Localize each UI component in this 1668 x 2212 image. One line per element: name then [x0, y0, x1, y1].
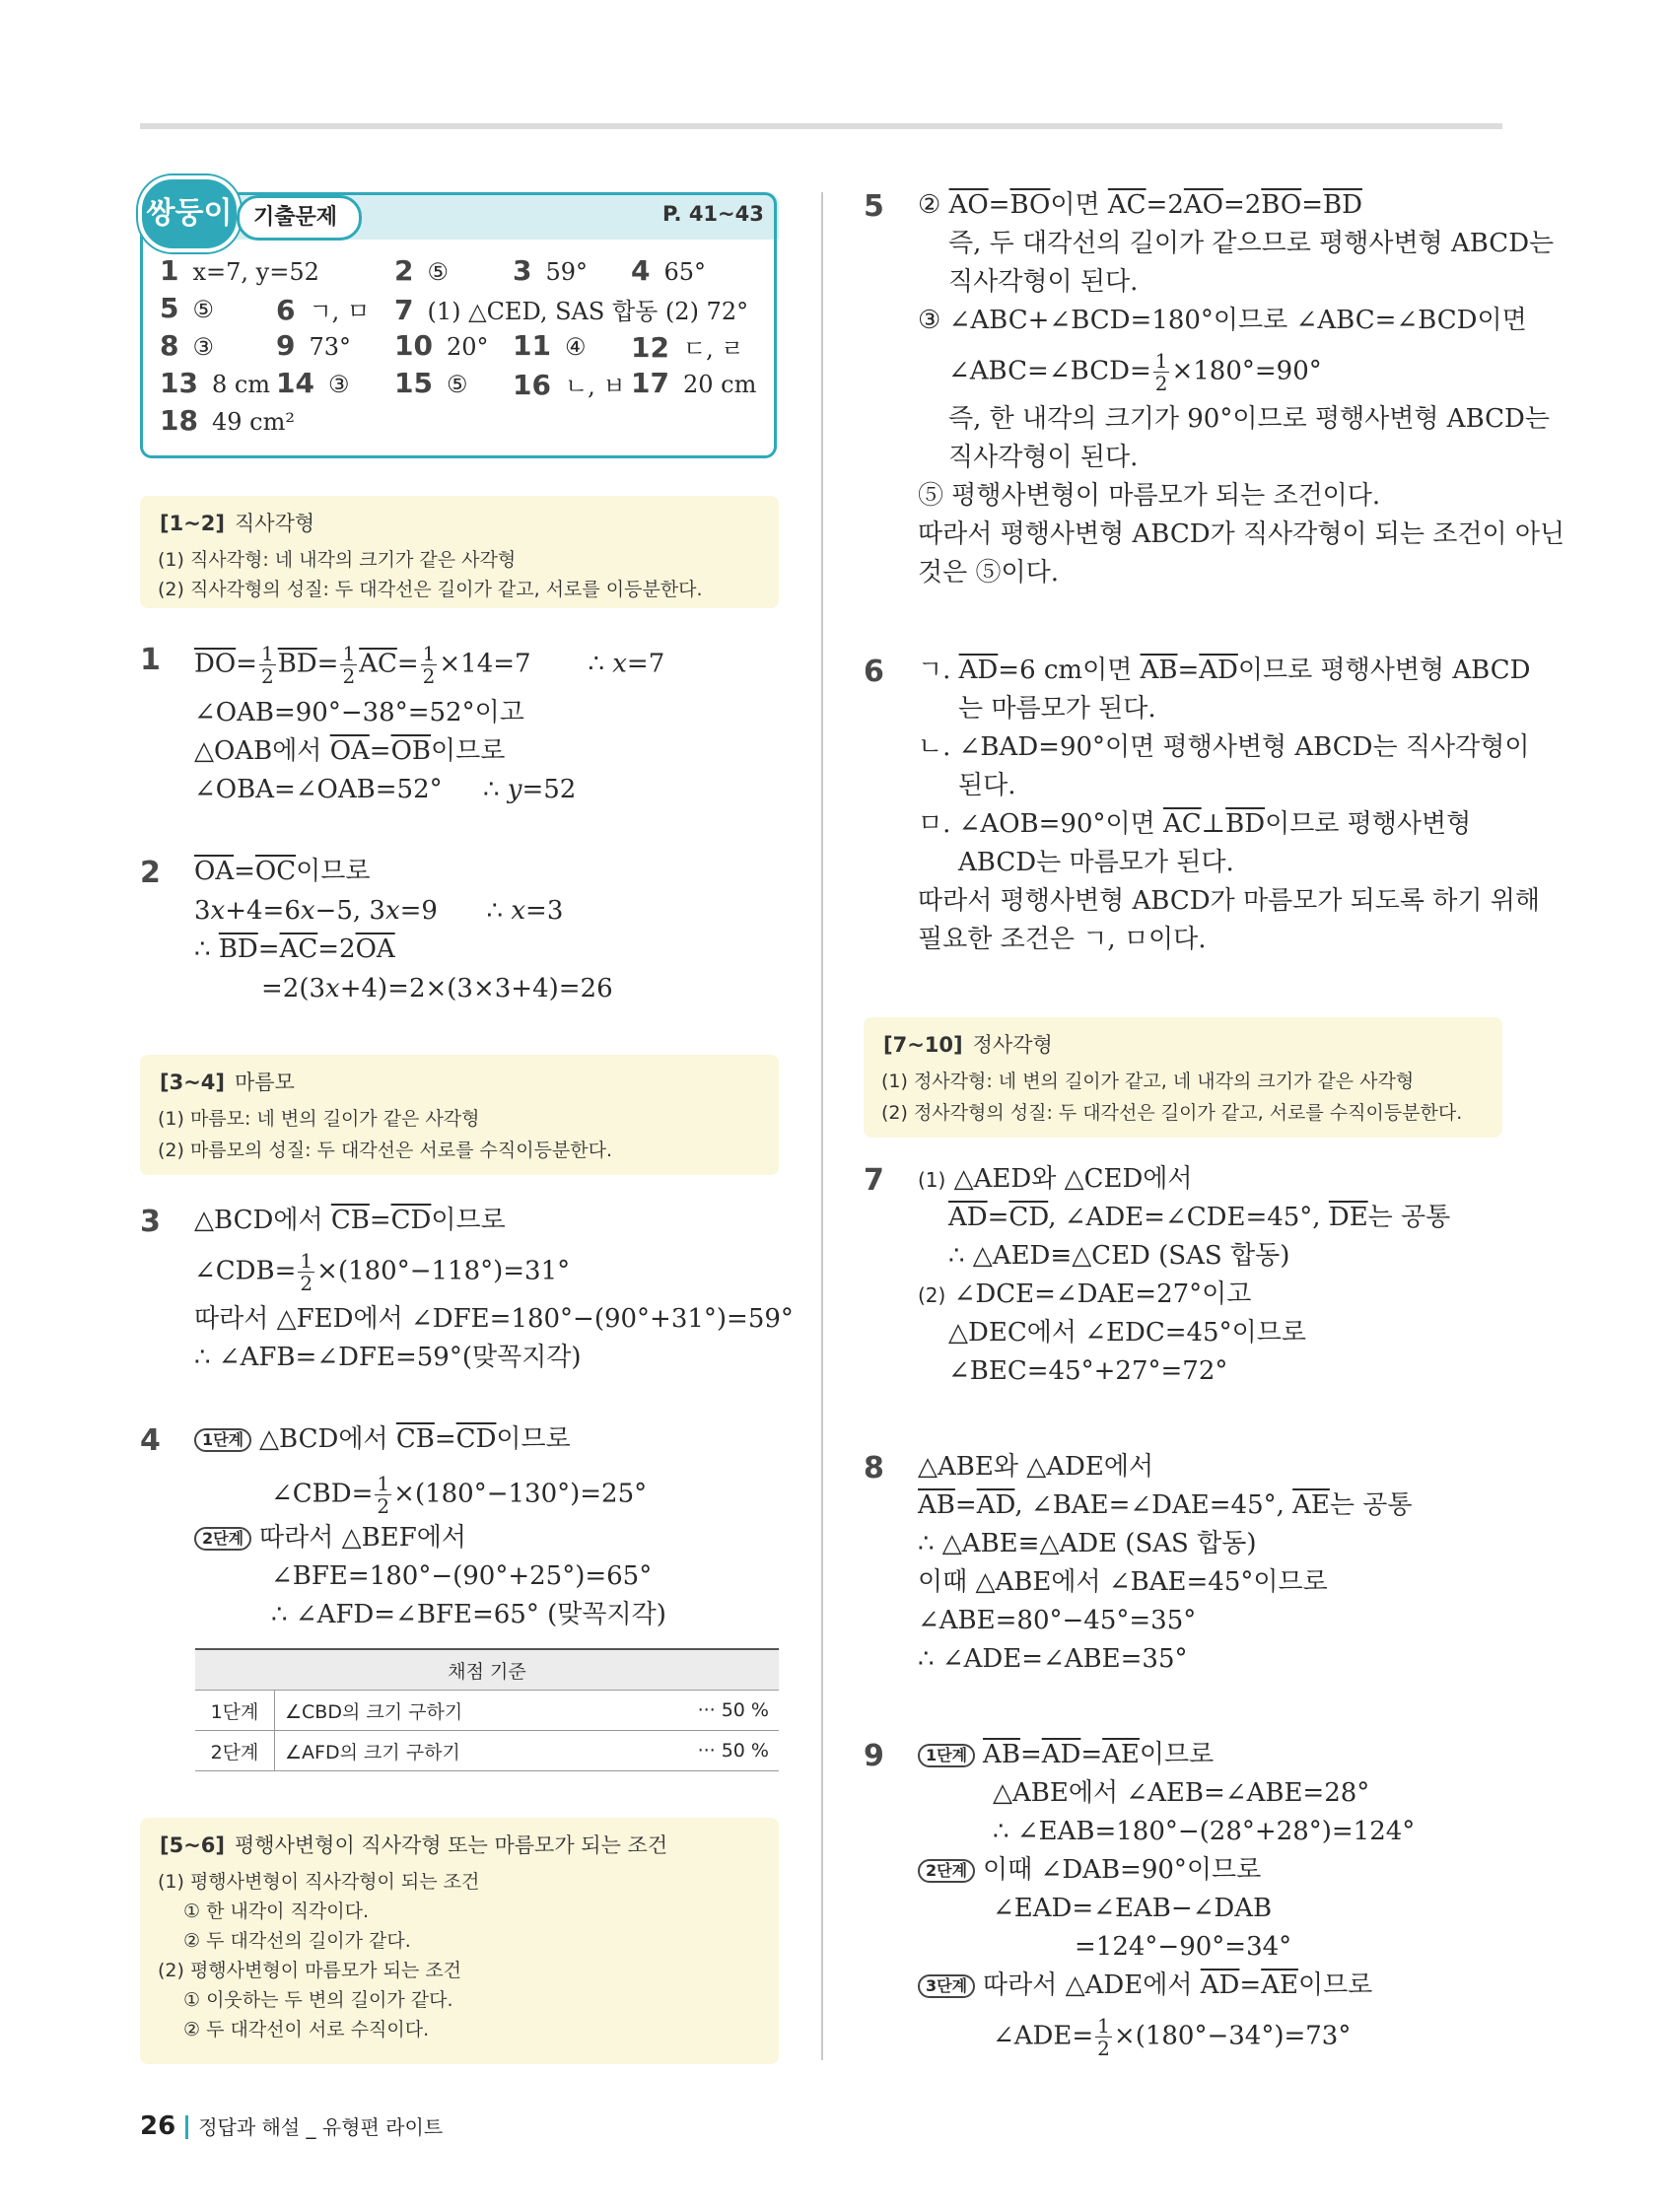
sol6-line5: ㅁ. ∠AOB=90°이면 $\overline{AC}\perp\overline{BD}$이므로 평행사변형 [918, 809, 1472, 839]
sol9-line3: ∴ ∠EAB=180°−(28°+28°)=124° [993, 1817, 1416, 1846]
sol5-line9: 따라서 평행사변형 ABCD가 직사각형이 되는 조건이 아닌 [918, 519, 1565, 549]
sol8-line1: △ABE와 △ADE에서 [918, 1452, 1154, 1482]
sol6-line3: ㄴ. ∠BAD=90°이면 평행사변형 ABCD는 직사각형이 [918, 732, 1530, 762]
sol5-line5: ∠ABC=∠BCD= $\frac{1}{2}$ ×180°=90° [948, 349, 1322, 395]
answer-4: 4 65° [631, 254, 707, 287]
sol5-line2: 즉, 두 대각선의 길이가 같으므로 평행사변형 ABCD는 [948, 229, 1555, 258]
sol9-line6: =124°−90°=34° [1075, 1932, 1292, 1962]
step-2-tag: 2단계 [194, 1527, 251, 1551]
answer-15: 15 ⑤ [394, 367, 468, 399]
step-3-tag: 3단계 [918, 1974, 975, 1998]
sol5-line7: 직사각형이 된다. [948, 443, 1139, 472]
page-range: P. 41~43 [662, 202, 764, 226]
answer-2: 2 ⑤ [394, 254, 449, 287]
answer-14: 14 ③ [276, 367, 350, 399]
top-rule [140, 123, 1502, 129]
step-1-tag: 1단계 [918, 1744, 975, 1767]
sol5-line1: ② $\overline{AO}=\overline{BO}$이면 $\overline{AC}=2\overline{AO}=2\overline{BO}=\overline{BD}$ [918, 190, 1362, 220]
answer-5: 5 ⑤ [160, 292, 214, 324]
concept-box-square: [7~10] 정사각형 (1) 정사각형: 네 변의 길이가 같고, 네 내각의 크기가 같은 사각형 (2) 정사각형의 성질: 두 대각선은 길이가 같고, 서로를 수직이등분한다. [864, 1017, 1502, 1138]
sol9-line8: ∠ADE= $\frac{1}{2}$ ×(180°−34°)=73° [993, 2014, 1352, 2060]
sol1-line1: $\overline{DO}=$ $\frac{1}{2}$ $\overline{BD}=$ $\frac{1}{2}$ $\overline{AC}=$ $\frac{1}{2}$ ×14=7 ∴ x=7 [194, 642, 665, 688]
sol2-line2: 3x+4=6x−5, 3x=9 ∴ x=3 [194, 896, 564, 926]
answer-7: 7 (1) △CED, SAS 합동 (2) 72° [394, 294, 749, 326]
sol8-line3: ∴ △ABE≡△ADE (SAS 합동) [918, 1529, 1257, 1558]
answer-8: 8 ③ [160, 329, 214, 362]
concept-box-rhombus: [3~4] 마름모 (1) 마름모: 네 변의 길이가 같은 사각형 (2) 마름모의 성질: 두 대각선은 서로를 수직이등분한다. [140, 1055, 779, 1175]
answer-18: 18 49 cm² [160, 404, 295, 437]
grading-table: 채점 기준 1단계 ∠CBD의 크기 구하기 ··· 50 % 2단계 ∠AFD의 크기 구하기 ··· 50 % [195, 1648, 779, 1771]
concept-box-rectangle: [1~2] 직사각형 (1) 직사각형: 네 내각의 크기가 같은 사각형 (2) 직사각형의 성질: 두 대각선은 길이가 같고, 서로를 이등분한다. [140, 496, 779, 608]
sol9-line7: 3단계 따라서 △ADE에서 $\overline{AD}=\overline{AE}$이므로 [918, 1970, 1372, 2001]
footer-text: 정답과 해설 _ 유형편 라이트 [198, 2115, 444, 2139]
sol5-line4: ③ ∠ABC+∠BCD=180°이므로 ∠ABC=∠BCD이면 [918, 306, 1527, 335]
sol8-line4: 이때 △ABE에서 ∠BAE=45°이므로 [918, 1567, 1328, 1597]
column-divider [821, 192, 823, 2060]
sol5-line10: 것은 ⑤이다. [918, 558, 1059, 588]
sol3-line1: △BCD에서 $\overline{CB}=\overline{CD}$이므로 [194, 1206, 506, 1235]
answer-17: 17 20 cm [631, 367, 757, 399]
twin-badge: 쌍둥이 [138, 175, 241, 252]
sol6-line4: 된다. [958, 771, 1016, 800]
page-footer [140, 2111, 443, 2141]
sol4-line5: ∴ ∠AFD=∠BFE=65° (맞꼭지각) [271, 1600, 666, 1629]
step-1-tag: 1단계 [194, 1428, 251, 1452]
sol1-line2: ∠OAB=90°−38°=52°이고 [194, 698, 524, 727]
sol2-line4: =2(3x+4)=2×(3×3+4)=26 [261, 974, 613, 1003]
sol6-line1: ㄱ. $\overline{AD}=6$ cm이면 $\overline{AB}=\overline{AD}$이므로 평행사변형 ABCD [918, 656, 1531, 685]
sol6-line6: ABCD는 마름모가 된다. [958, 848, 1234, 877]
solution-number-3: 3 [140, 1205, 161, 1239]
section-title: 기출문제 [237, 195, 362, 241]
answer-16: 16 ㄴ, ㅂ [513, 369, 626, 401]
sol3-line2: ∠CDB= $\frac{1}{2}$ ×(180°−118°)=31° [194, 1249, 571, 1295]
sol7-line3: ∴ △AED≡△CED (SAS 합동) [948, 1241, 1290, 1271]
sol5-line6: 즉, 한 내각의 크기가 90°이므로 평행사변형 ABCD는 [948, 404, 1551, 434]
sol1-line3: △OAB에서 $\overline{OA}=\overline{OB}$이므로 [194, 736, 506, 766]
sol2-line3: ∴ $\overline{BD}=\overline{AC}=2\overline{OA}$ [194, 934, 395, 964]
sol7-line6: ∠BEC=45°+27°=72° [948, 1356, 1228, 1386]
solution-number-5: 5 [864, 189, 884, 224]
step-2-tag: 2단계 [918, 1859, 975, 1883]
page-number: 26 [140, 2111, 176, 2141]
sol4-line2: ∠CBD= $\frac{1}{2}$ ×(180°−130°)=25° [271, 1472, 648, 1518]
sol3-line4: ∴ ∠AFB=∠DFE=59°(맞꼭지각) [194, 1343, 582, 1372]
answer-9: 9 73° [276, 329, 352, 362]
solution-number-9: 9 [864, 1739, 884, 1773]
answer-3: 3 59° [513, 254, 589, 287]
sol4-line4: ∠BFE=180°−(90°+25°)=65° [271, 1561, 653, 1591]
sol6-line2: 는 마름모가 된다. [958, 694, 1156, 724]
sol2-line1: $\overline{OA}=\overline{OC}$이므로 [194, 857, 371, 886]
sol4-line3: 2단계 따라서 △BEF에서 [194, 1522, 466, 1554]
sol8-line6: ∴ ∠ADE=∠ABE=35° [918, 1644, 1188, 1674]
sol8-line5: ∠ABE=80°−45°=35° [918, 1606, 1197, 1635]
concept-box-conditions: [5~6] 평행사변형이 직사각형 또는 마름모가 되는 조건 (1) 평행사변형이 직사각형이 되는 조건 ① 한 내각이 직각이다. ② 두 대각선의 길이가 같다. (2) 평행사변형이 마름모가 되는 조건 ① 이웃하는 두 변의 길이가 같다. ② 두 대각선이 서로 수직이다. [140, 1818, 779, 2064]
sol8-line2: $\overline{AB}=\overline{AD}$, ∠BAE=∠DAE=45°, $\overline{AE}$는 공통 [918, 1490, 1413, 1520]
solution-number-2: 2 [140, 856, 161, 890]
answer-10: 10 20° [394, 329, 489, 362]
sol7-line5: △DEC에서 ∠EDC=45°이므로 [948, 1318, 1306, 1348]
sol7-line1: (1) △AED와 △CED에서 [918, 1164, 1193, 1194]
answer-13: 13 8 cm [160, 367, 271, 399]
sol6-line7: 따라서 평행사변형 ABCD가 마름모가 되도록 하기 위해 [918, 886, 1541, 916]
sol4-line1: 1단계 △BCD에서 $\overline{CB}=\overline{CD}$이므로 [194, 1423, 571, 1455]
solution-number-6: 6 [864, 655, 884, 689]
grading-title: 채점 기준 [195, 1649, 779, 1691]
solution-number-8: 8 [864, 1451, 884, 1486]
solution-number-1: 1 [140, 643, 161, 677]
sol5-line8: ⑤ 평행사변형이 마름모가 되는 조건이다. [918, 481, 1381, 511]
sol6-line8: 필요한 조건은 ㄱ, ㅁ이다. [918, 925, 1207, 954]
answer-1: 1 x=7, y=52 [160, 254, 319, 287]
answer-12: 12 ㄷ, ㄹ [631, 331, 744, 364]
sol1-line4: ∠OBA=∠OAB=52° ∴ y=52 [194, 775, 577, 804]
solution-number-4: 4 [140, 1423, 161, 1458]
sol5-line3: 직사각형이 된다. [948, 267, 1139, 297]
sol9-line4: 2단계 이때 ∠DAB=90°이므로 [918, 1854, 1261, 1886]
sol9-line2: △ABE에서 ∠AEB=∠ABE=28° [993, 1778, 1370, 1808]
sol9-line5: ∠EAD=∠EAB−∠DAB [993, 1894, 1273, 1923]
sol3-line3: 따라서 △FED에서 ∠DFE=180°−(90°+31°)=59° [194, 1304, 794, 1334]
sol7-line2: $\overline{AD}=\overline{CD}$, ∠ADE=∠CDE=45°, $\overline{DE}$는 공통 [948, 1203, 1451, 1232]
sol9-line1: 1단계 $\overline{AB}=\overline{AD}=\overline{AE}$이므로 [918, 1739, 1214, 1770]
answer-11: 11 ④ [513, 329, 587, 362]
answer-6: 6 ㄱ, ㅁ [276, 294, 371, 326]
solution-number-7: 7 [864, 1163, 884, 1198]
sol7-line4: (2) ∠DCE=∠DAE=27°이고 [918, 1279, 1252, 1309]
